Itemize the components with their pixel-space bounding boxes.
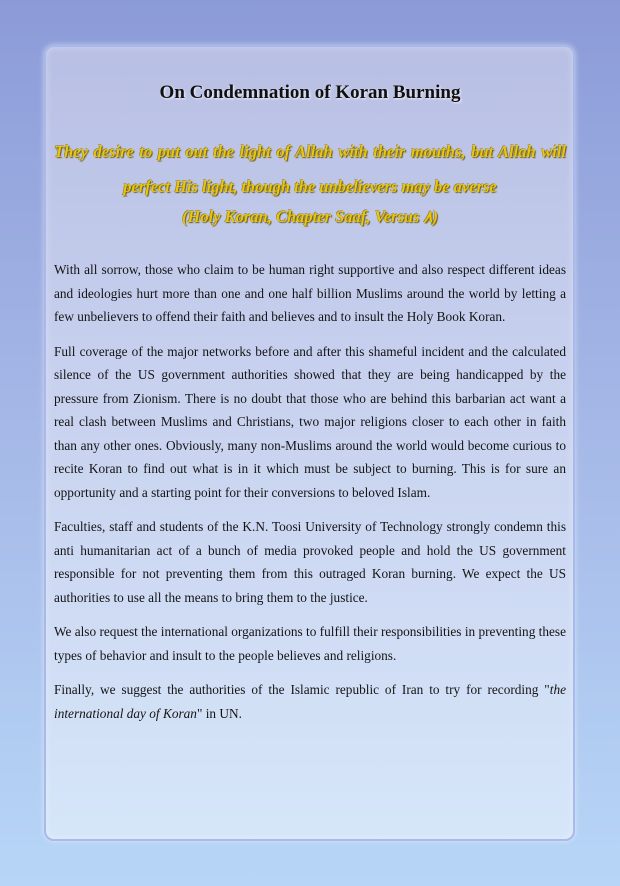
page-title: On Condemnation of Koran Burning [159,82,461,103]
closing-text-end: " in UN. [196,705,242,721]
article-body [54,258,566,736]
paragraph: We also request the international organizations to fulfill their responsibilities in preventing these types of behavior and insult to the people believes and religions. [54,624,566,663]
paragraph: With all sorrow, those who claim to be human right supportive and also respect different ideas and ideologies hurt more than one and one half billion Muslims around the world by letting a few unbelievers to offend their faith and believes and to insult the Holy Book Koran. [54,262,566,324]
closing-paragraph [54,678,566,725]
quran-verse: They desire to put out the light of Allah with their mouths, but Allah will perfect His light, though the unbelievers may be averse [54,142,566,196]
paragraph: Full coverage of the major networks before and after this shameful incident and the calculated silence of the US government authorities showed that they are being handicapped by the pressure from Zionism. There is no doubt that those who are behind this barbarian act want a real clash between Muslims and Christians, two major religions closer to each other in faith than any other ones. Obviously, many non-Muslims around the world would become curious to recite Koran to find out what is in it which must be subject to burning. This is for sure an opportunity and a starting point for their conversions to beloved Islam. [54,343,566,500]
paragraph: Faculties, staff and students of the K.N. Toosi University of Technology strongly condemn this anti humanitarian act of a bunch of media provoked people and hold the US government responsible for not preventing them from this outraged Koran burning. We expect the US authorities to use all the means to bring them to the justice. [54,519,566,605]
closing-emphasis: the international day of Koran [54,682,566,721]
closing-text-start: Finally, we suggest the authorities of the Islamic republic of Iran to try for recording " [54,682,550,697]
verse-reference: (Holy Koran, Chapter Saaf, Versus ۸) [182,207,438,226]
